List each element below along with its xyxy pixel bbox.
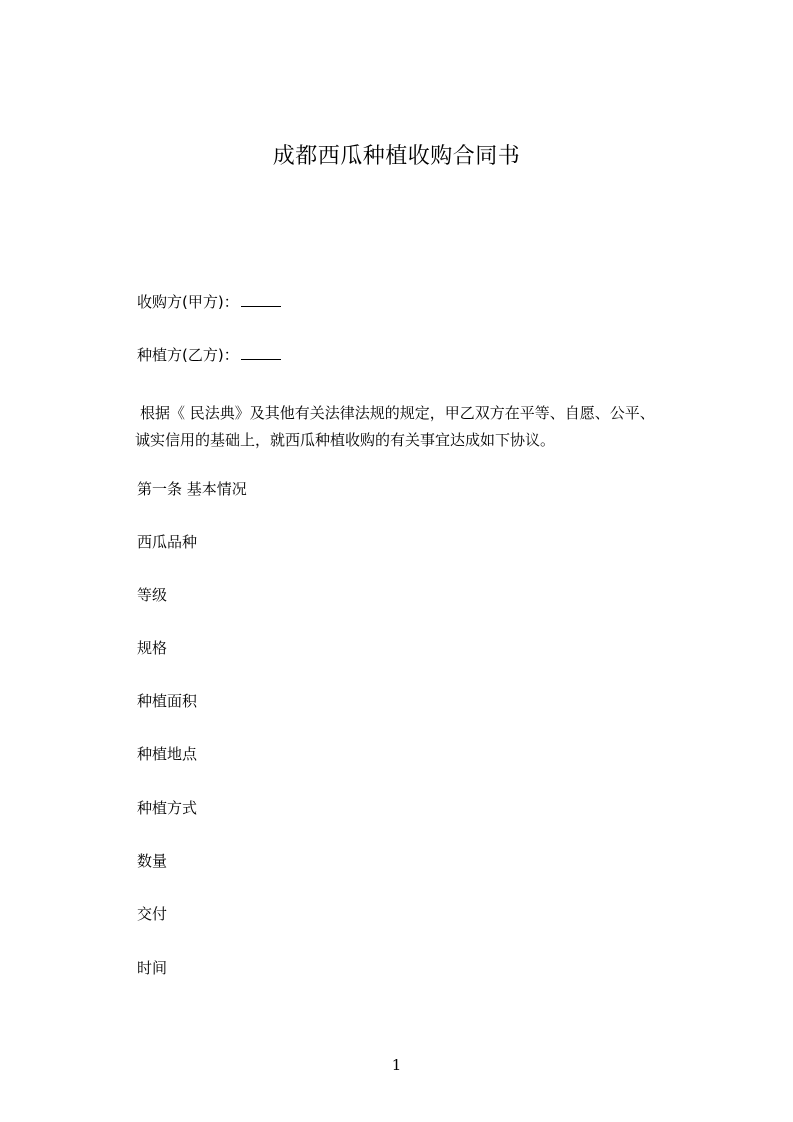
item-specification: 规格: [137, 639, 168, 657]
page-number: 1: [391, 1056, 402, 1074]
preamble-line-1: 根据《 民法典》及其他有关法律法规的规定，甲乙双方在平等、自愿、公平、: [140, 404, 655, 422]
preamble-line-2: 诚实信用的基础上，就西瓜种植收购的有关事宜达成如下协议。: [135, 431, 556, 449]
item-grade: 等级: [137, 586, 168, 604]
buyer-party-label: 收购方(甲方)：: [137, 293, 239, 311]
item-planting-area: 种植面积: [137, 692, 198, 710]
document-title: 成都西瓜种植收购合同书: [272, 144, 521, 169]
item-delivery: 交付: [137, 905, 168, 923]
item-watermelon-variety: 西瓜品种: [137, 533, 198, 551]
preamble-paragraph: [137, 398, 677, 455]
buyer-party-blank: [241, 292, 281, 307]
article-1-heading: 第一条 基本情况: [137, 480, 247, 498]
grower-party-label: 种植方(乙方)：: [137, 346, 239, 364]
item-quantity: 数量: [137, 852, 168, 870]
grower-party-blank: [241, 345, 281, 360]
item-planting-method: 种植方式: [137, 799, 198, 817]
item-planting-location: 种植地点: [137, 745, 198, 763]
grower-party-line: [137, 345, 281, 365]
item-time: 时间: [137, 959, 168, 977]
buyer-party-line: [137, 292, 281, 312]
